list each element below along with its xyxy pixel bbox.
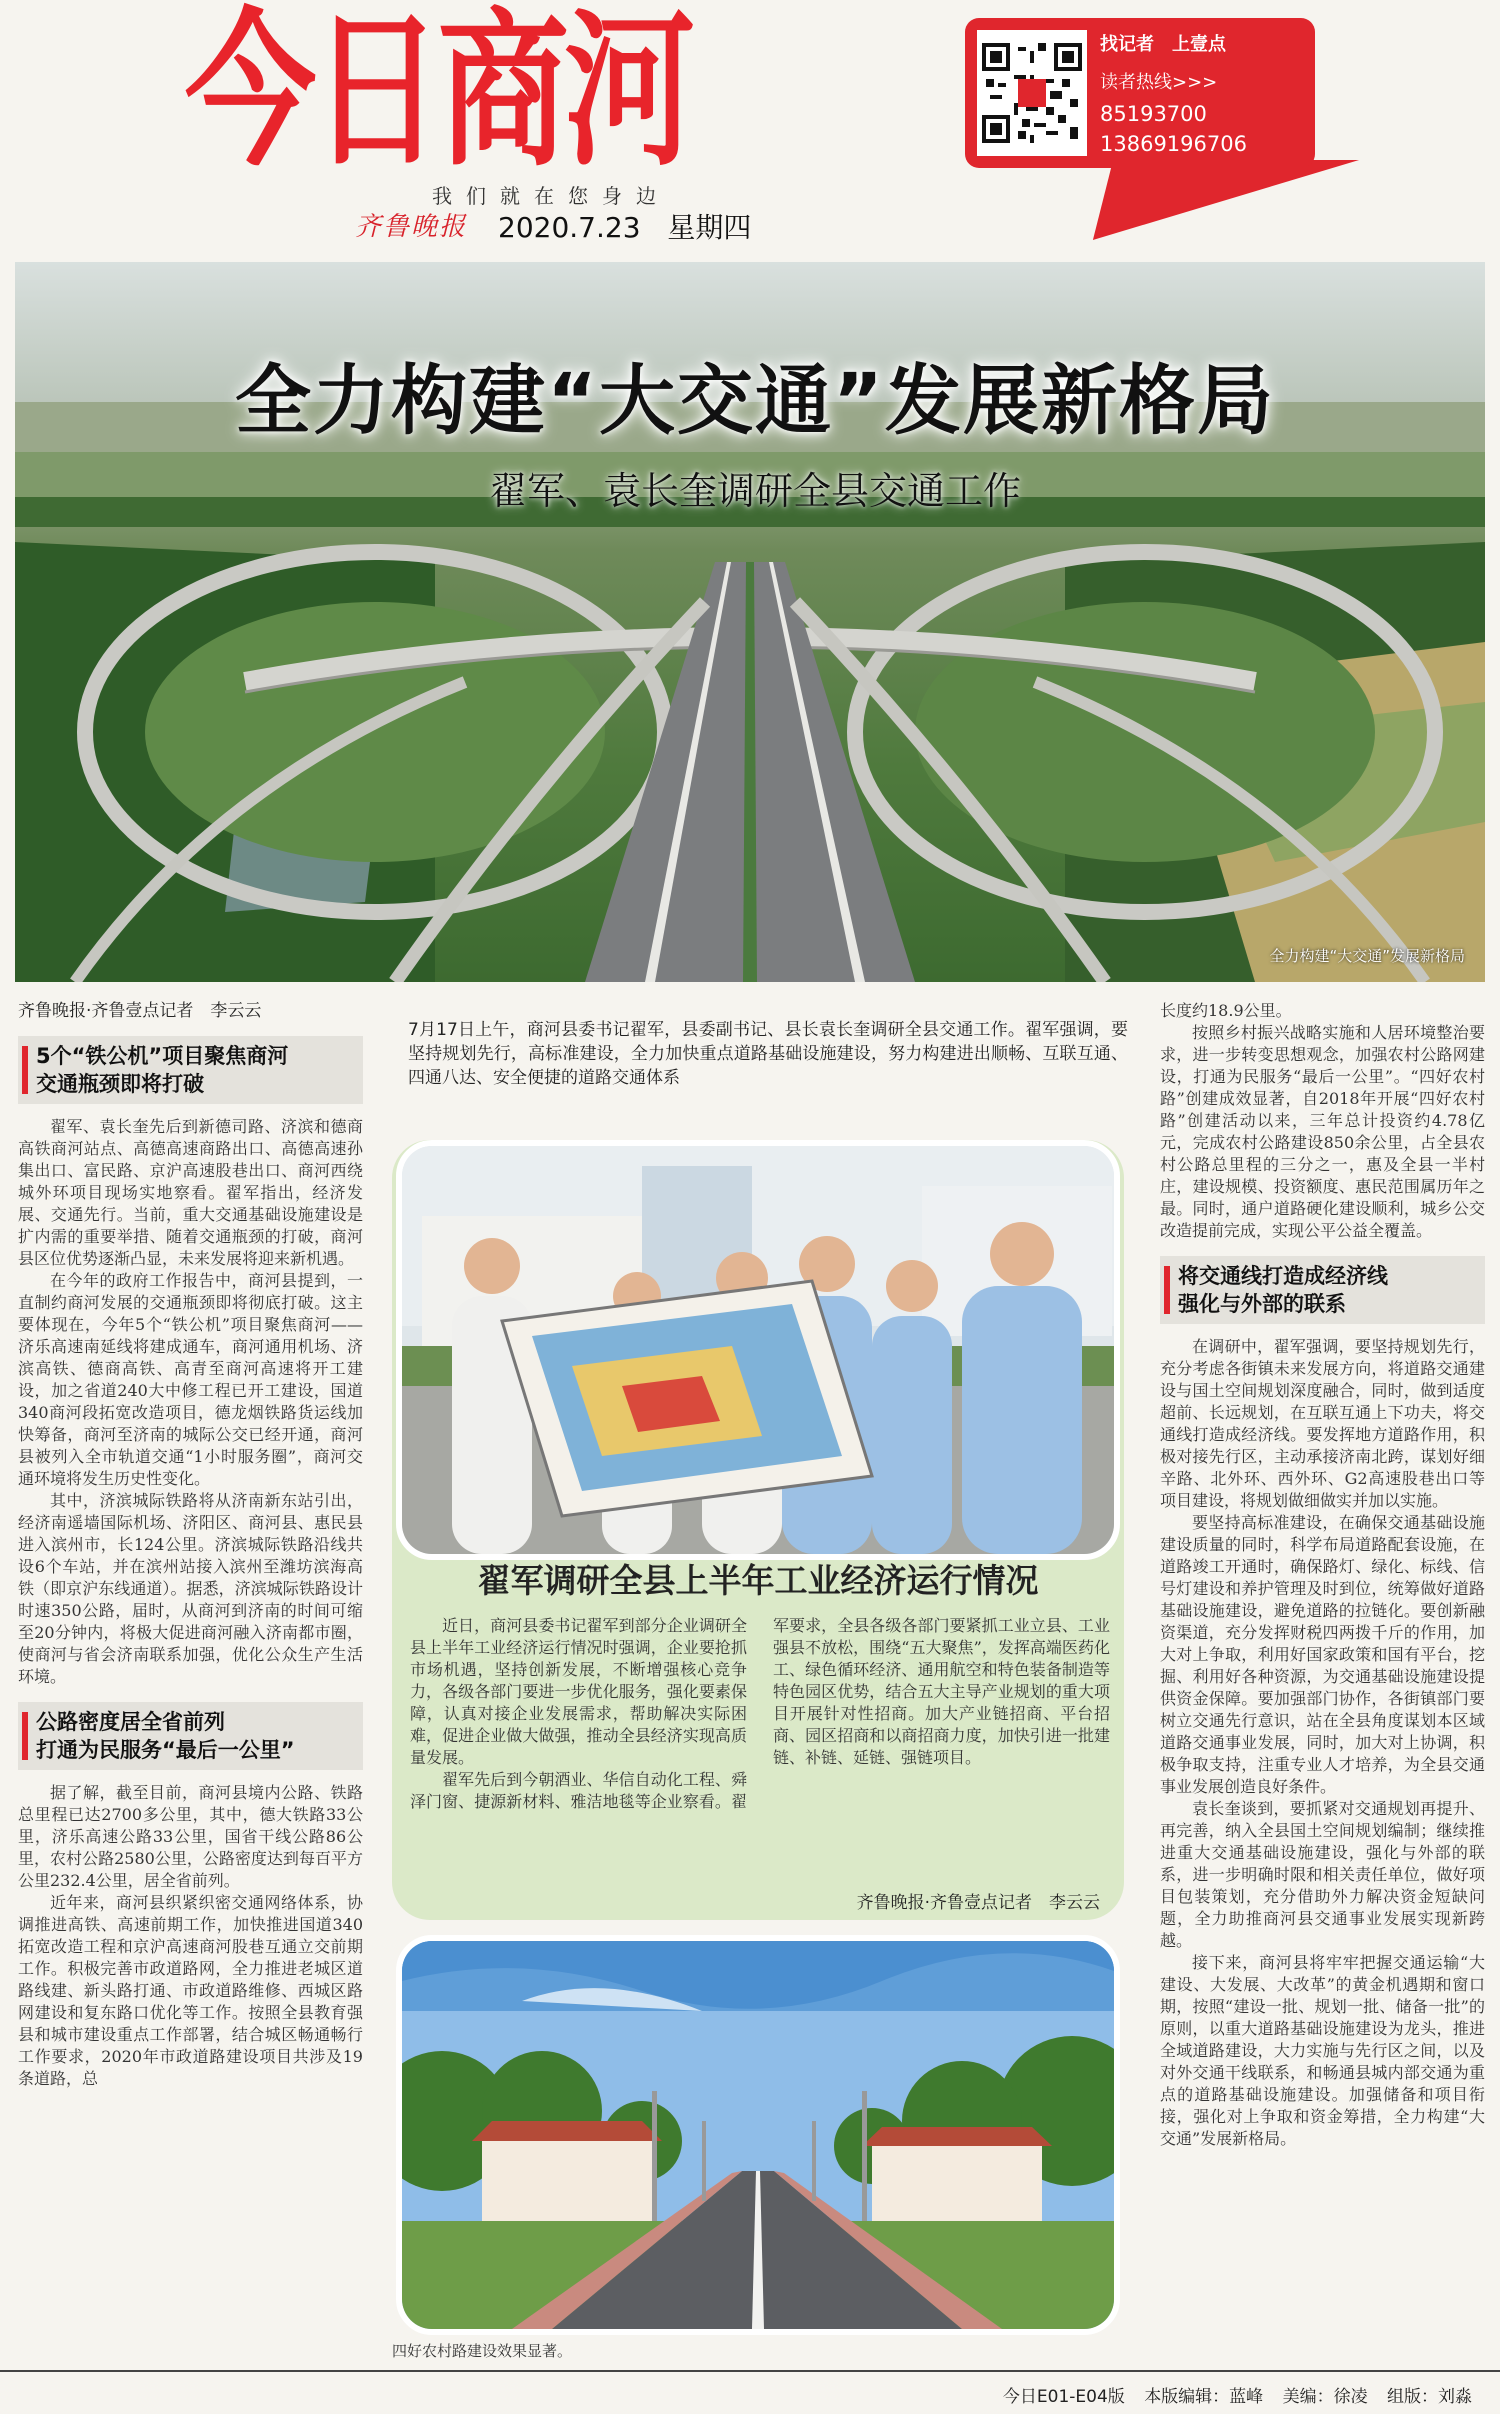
hotline-phone-2[interactable]: 13869196706 [1100,132,1247,156]
newspaper-logo: 今日商河 [185,0,691,189]
footer-layout-editor: 组版：刘淼 [1387,2387,1472,2407]
issue-weekday: 星期四 [667,211,752,244]
paragraph: 近年来，商河县织紧织密交通网络体系，协调推进高铁、高速前期工作，加快推进国道340拓宽改造工程和京沪高速商河股巷互通立交前期工作。积极完善市政道路网，全力推进老城区道路线建、新头路打通、市政道路维修、西城区路网建设和复东路口优化等工作。按照全县教育强县和城市建设重点工作部署，结合城区畅通畅行工作要求，2020年市政道路建设项目共涉及19条道路，总 [18,1893,363,2088]
rural-road-photo [396,1935,1120,2335]
footer-credits [1003,2382,1472,2407]
sub-headline: 翟军、袁长奎调研全县交通工作 [488,469,1021,513]
hotline-reader-text: 读者热线>>> [1100,72,1218,93]
issue-date: 2020.7.23 [498,211,641,244]
hero-photo-caption: 全力构建“大交通”发展新格局 [1269,947,1465,965]
lead-paragraph: 7月17日上午，商河县委书记翟军，县委副书记、县长袁长奎调研全县交通工作。翟军强调，要坚持规划先行，高标准建设，全力加快重点道路基础设施建设，努力构建进出顺畅、互联互通、四通八达、安全便捷的道路交通体系 [408,1020,1128,1088]
section-heading-rail-projects [18,1036,363,1104]
right-article-column [1160,1000,1485,2150]
footer-art-editor: 美编：徐凌 [1282,2387,1368,2407]
section-heading-economic-line [1160,1256,1485,1324]
sidebar-news-title: 翟军调研全县上半年工业经济运行情况 [477,1561,1039,1600]
section-heading-line: 公路密度居全省前列 [36,1710,225,1734]
paragraph: 据了解，截至目前，商河县境内公路、铁路总里程已达2700多公里，其中，德大铁路33公里，济乐高速公路33公里，国省干线公路86公里，农村公路2580公里，公路密度达到每百平方公里232.4公里，居全省前列。 [18,1783,363,1890]
paragraph: 要坚持高标准建设，在确保交通基础设施建设质量的同时，科学布局道路配套设施，在道路竣工开通时，确保路灯、绿化、标线、信号灯建设和养护管理及时到位，统筹做好道路基础设施建设，避免道路的拉链化。要创新融资渠道，充分发挥财税四两拨千斤的作用，加大对上争取，利用好国家政策和国有平台，挖掘、利用好各种资源，为交通基础设施建设提供资金保障。要加强部门协作，各街镇部门要树立交通先行意识，站在全县角度谋划本区域道路交通事业发展，同时，加大对上协调，积极争取支持，注重专业人才培养，为全县交通事业发展创造良好条件。 [1160,1513,1485,1796]
paper-name: 齐鲁晚报 [355,212,468,242]
footer-pages: 今日E01-E04版 [1002,2387,1125,2407]
paragraph: 近日，商河县委书记翟军到部分企业调研全县上半年工业经济运行情况时强调，企业要抢抓市场机遇，坚持创新发展，不断增强核心竞争力，各级各部门要进一步优化服务，强化要素保障，认真对接企业发展需求，帮助解决实际困难，促进企业做大做强，推动全县经济实现高质量发展。 [410,1616,747,1767]
section-heading-line: 强化与外部的联系 [1178,1292,1346,1316]
date-line [498,206,751,246]
paragraph: 按照乡村振兴战略实施和人居环境整治要求，进一步转变思想观念，加强农村公路网建设，打通为民服务“最后一公里”。“四好农村路”创建成效显著，自2018年开展“四好农村路”创建活动以来，三年总计投资约4.78亿元，完成农村公路建设850余公里，占全县农村公路总里程的三分之一，惠及全县一半村庄，建设规模、投资额度、惠民范围属历年之最。同时，通户道路硬化建设顺利，城乡公交改造提前完成，实现公平公益全覆盖。 [1160,1023,1485,1240]
hotline-phone-1[interactable]: 85193700 [1100,102,1207,126]
section-heading-line: 交通瓶颈即将打破 [36,1072,204,1096]
sidebar-news-body [410,1615,1110,1813]
sidebar-news-byline: 齐鲁晚报·齐鲁壹点记者 李云云 [856,1893,1100,1913]
hotline-reporter-text: 找记者 上壹点 [1100,34,1226,55]
slogan: 我们就在您身边 [432,184,670,208]
rural-road-illustration [402,1941,1114,2329]
paragraph: 在调研中，翟军强调，要坚持规划先行，充分考虑各街镇未来发展方向，将道路交通建设与国土空间规划深度融合，同时，做到适度超前、长远规划，在互联互通上下功夫，将交通线打造成经济线。要发挥地方道路作用，积极对接先行区，主动承接济南北跨，谋划好细辛路、北外环、西外环、G2高速股巷出口等项目建设，将规划做细做实并加以实施。 [1160,1337,1485,1510]
paragraph: 长度约18.9公里。 [1160,1001,1292,1020]
officials-with-map-illustration [402,1146,1114,1554]
paragraph: 袁长奎谈到，要抓紧对交通规划再提升、再完善，纳入全县国土空间规划编制；继续推进重大交通基础设施建设，强化与外部的联系，进一步明确时限和相关责任单位，做好项目包装策划，充分借助外力解决资金短缺问题，全力助推商河县交通事业发展实现新跨越。 [1160,1799,1485,1950]
page-footer [0,2370,1500,2414]
main-headline: 全力构建“大交通”发展新格局 [235,356,1275,445]
rural-road-photo-caption: 四好农村路建设效果显著。 [392,2342,573,2360]
paragraph: 翟军、袁长奎先后到新德司路、济滨和德商高铁商河站点、高德高速商路出口、高德高速孙集出口、富民路、京沪高速股巷出口、商河西绕城外环项目现场实地察看。翟军指出，经济发展、交通先行。当前，重大交通基础设施建设是扩内需的重要举措、随着交通瓶颈的打破，商河县区位优势逐渐凸显，未来发展将迎来新机遇。 [18,1117,363,1268]
inspection-photo [396,1140,1120,1560]
article-byline: 齐鲁晚报·齐鲁壹点记者 李云云 [18,1001,262,1021]
paragraph: 其中，济滨城际铁路将从济南新东站引出，经济南遥墙国际机场、济阳区、商河县、惠民县进入滨州市，长124公里。济滨城际铁路沿线共设6个车站，并在滨州站接入滨州至潍坊滨海高铁（即京沪东线通道）。据悉，济滨城际铁路设计时速350公路，届时，从商河到济南的时间可缩至20分钟内，将极大促进商河融入济南都市圈，使商河与省会济南联系加强，优化公众生产生活环境。 [18,1491,363,1686]
reader-hotline-box [965,18,1315,168]
paragraph: 翟军先后到今朝酒业、华信自动化工程、舜泽门窗、捷源新材料、雅洁地毯等企业察看。翟军要求，全县各级各部门要紧抓工业立县、工业强县不放松，围绕“五大聚焦”，发挥高端医药化工、绿色循环经济、通用航空和特色装备制造等特色园区优势，结合五大主导产业规划的重大项目开展针对性招商。加大产业链招商、平台招商、园区招商和以商招商力度，加快引进一批建链、补链、延链、强链项目。 [410,1616,1110,1811]
hotline-bubble-tail [1067,160,1359,240]
section-heading-line: 5个“铁公机”项目聚焦商河 [36,1044,289,1068]
paragraph: 接下来，商河县将牢牢把握交通运输“大建设、大发展、大改革”的黄金机遇期和窗口期，按照“建设一批、规划一批、储备一批”的原则，以重大道路基础设施建设为龙头，推进全域道路建设，大力实施与先行区之间，以及对外交通干线联系，和畅通县城内部交通为重点的道路基础设施建设。加强储备和项目衔接，强化对上争取和资金筹措，全力构建“大交通”发展新格局。 [1160,1953,1485,2148]
footer-editor: 本版编辑：蓝峰 [1144,2387,1264,2407]
section-heading-line: 将交通线打造成经济线 [1178,1264,1388,1288]
section-heading-road-density [18,1702,363,1770]
paragraph: 在今年的政府工作报告中，商河县提到，一直制约商河发展的交通瓶颈即将彻底打破。这主要体现在，今年5个“铁公机”项目聚焦商河——济乐高速南延线将建成通车，商河通用机场、济滨高铁、德商高铁、高青至商河高速将开工建设，加之省道240大中修工程已开工建设，国道340商河段拓宽改造项目，德龙烟铁路货运线加快筹备，商河至济南的城际公交已经开通，商河县被列入全市轨道交通“1小时服务圈”，商河交通环境将发生历史性变化。 [18,1271,363,1488]
masthead [0,0,1500,255]
left-article-column [18,1000,363,2090]
hero-photo [15,262,1485,982]
section-heading-line: 打通为民服务“最后一公里” [36,1738,295,1762]
qr-code-icon[interactable] [977,30,1087,156]
